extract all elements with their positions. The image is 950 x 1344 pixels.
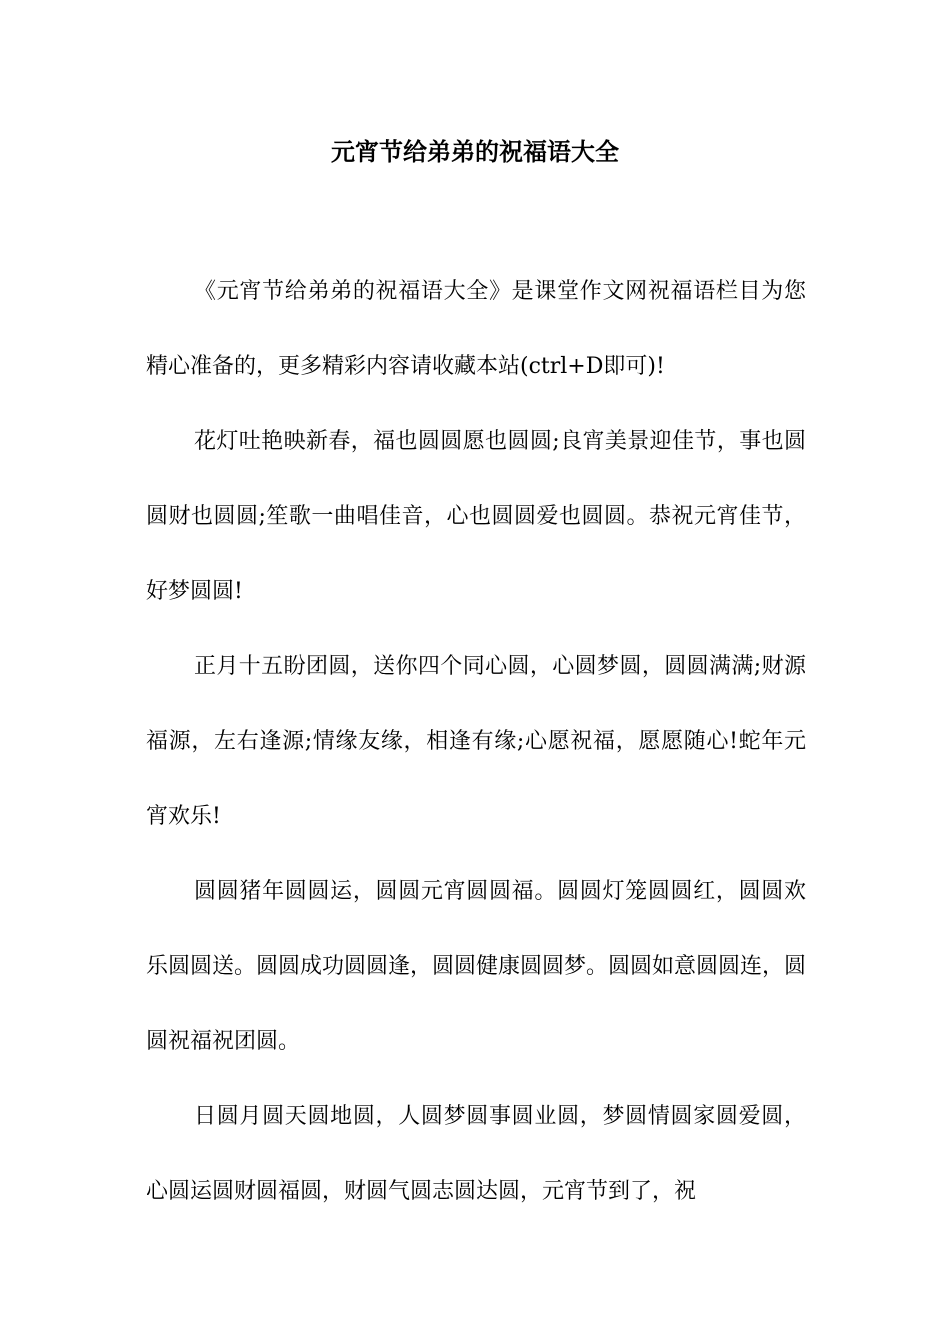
greeting-paragraph: 圆圆猪年圆圆运，圆圆元宵圆圆福。圆圆灯笼圆圆红，圆圆欢乐圆圆送。圆圆成功圆圆逢，圆圆健康圆圆梦。圆圆如意圆圆连，圆圆祝福祝团圆。 [146,879,807,1054]
document-body [146,254,806,1229]
greeting-paragraph: 日圆月圆天圆地圆，人圆梦圆事圆业圆，梦圆情圆家圆爱圆，心圆运圆财圆福圆，财圆气圆志圆达圆，元宵节到了，祝 [146,1104,806,1204]
intro-paragraph: 《元宵节给弟弟的祝福语大全》是课堂作文网祝福语栏目为您精心准备的，更多精彩内容请收藏本站(ctrl+D即可)! [146,279,806,379]
greeting-paragraph: 花灯吐艳映新春，福也圆圆愿也圆圆;良宵美景迎佳节，事也圆圆财也圆圆;笙歌一曲唱佳音，心也圆圆爱也圆圆。恭祝元宵佳节，好梦圆圆! [146,429,806,604]
document-title: 元宵节给弟弟的祝福语大全 [331,137,619,166]
greeting-paragraph: 正月十五盼团圆，送你四个同心圆，心圆梦圆，圆圆满满;财源福源，左右逢源;情缘友缘，相逢有缘;心愿祝福，愿愿随心!蛇年元宵欢乐! [146,654,806,829]
